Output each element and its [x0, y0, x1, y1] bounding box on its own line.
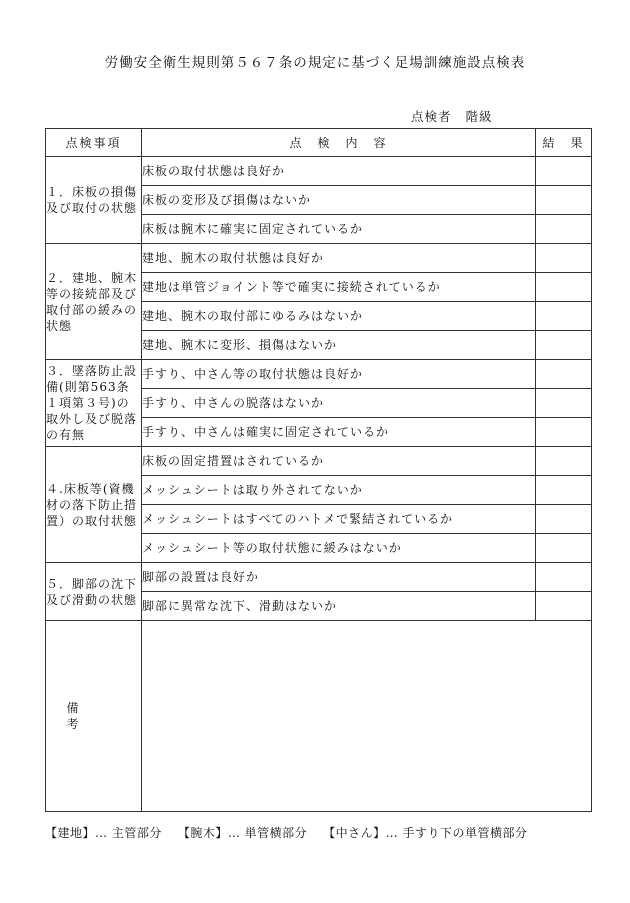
check-content: 脚部に異常な沈下、滑動はないか — [142, 592, 536, 621]
inspector-label: 点検者 — [411, 109, 452, 124]
inspection-table — [45, 128, 592, 812]
check-content: 手すり、中さんの脱落はないか — [142, 389, 536, 418]
result-cell[interactable] — [536, 592, 592, 621]
check-content: 床板の取付状態は良好か — [142, 157, 536, 186]
result-cell[interactable] — [536, 563, 592, 592]
header-row — [46, 129, 592, 157]
check-content: 建地、腕木に変形、損傷はないか — [142, 331, 536, 360]
footnote-udegi: 【腕木】… 単管横部分 — [177, 826, 308, 840]
footnote-nakasan: 【中さん】… 手すり下の単管横部分 — [323, 826, 528, 840]
header-item: 点検事項 — [46, 129, 142, 157]
result-cell[interactable] — [536, 389, 592, 418]
check-content: 脚部の設置は良好か — [142, 563, 536, 592]
result-cell[interactable] — [536, 215, 592, 244]
check-content: 手すり、中さん等の取付状態は良好か — [142, 360, 536, 389]
check-content: 手すり、中さんは確実に固定されているか — [142, 418, 536, 447]
check-content: 建地、腕木の取付状態は良好か — [142, 244, 536, 273]
check-content: 床板は腕木に確実に固定されているか — [142, 215, 536, 244]
table-row — [46, 157, 592, 186]
remarks-label: 備考 — [46, 621, 142, 812]
check-content: 床板の変形及び損傷はないか — [142, 186, 536, 215]
result-cell[interactable] — [536, 302, 592, 331]
result-cell[interactable] — [536, 273, 592, 302]
result-cell[interactable] — [536, 418, 592, 447]
check-item-4: ４.床板等(資機材の落下防止措置）の取付状態 — [46, 447, 142, 563]
footnote — [45, 824, 527, 841]
check-content: 建地は単管ジョイント等で確実に接続されているか — [142, 273, 536, 302]
remarks-field[interactable] — [142, 621, 592, 812]
check-content: メッシュシートは取り外されてないか — [142, 476, 536, 505]
header-content: 点 検 内 容 — [142, 129, 536, 157]
check-item-5: ５．脚部の沈下及び滑動の状態 — [46, 563, 142, 621]
check-content: 建地、腕木の取付部にゆるみはないか — [142, 302, 536, 331]
page-title: 労働安全衛生規則第５６７条の規定に基づく足場訓練施設点検表 — [104, 55, 526, 71]
check-item-2: ２．建地、腕木等の接続部及び取付部の緩みの状態 — [46, 244, 142, 360]
result-cell[interactable] — [536, 476, 592, 505]
check-content: メッシュシート等の取付状態に緩みはないか — [142, 534, 536, 563]
table-row — [46, 244, 592, 273]
rank-label: 階級 — [465, 109, 493, 124]
result-cell[interactable] — [536, 244, 592, 273]
table-row — [46, 563, 592, 592]
table-row — [46, 360, 592, 389]
check-content: メッシュシートはすべてのハトメで緊結されているか — [142, 505, 536, 534]
remarks-row — [46, 621, 592, 812]
footnote-tateji: 【建地】… 主管部分 — [45, 826, 162, 840]
inspector-field — [411, 107, 493, 125]
check-item-3: ３．墜落防止設備(則第563条１項第３号)の取外し及び脱落の有無 — [46, 360, 142, 447]
result-cell[interactable] — [536, 447, 592, 476]
result-cell[interactable] — [536, 534, 592, 563]
check-content: 床板の固定措置はされているか — [142, 447, 536, 476]
table-row — [46, 447, 592, 476]
header-result: 結 果 — [536, 129, 592, 157]
result-cell[interactable] — [536, 331, 592, 360]
check-item-1: １．床板の損傷及び取付の状態 — [46, 157, 142, 244]
result-cell[interactable] — [536, 186, 592, 215]
result-cell[interactable] — [536, 157, 592, 186]
result-cell[interactable] — [536, 360, 592, 389]
result-cell[interactable] — [536, 505, 592, 534]
